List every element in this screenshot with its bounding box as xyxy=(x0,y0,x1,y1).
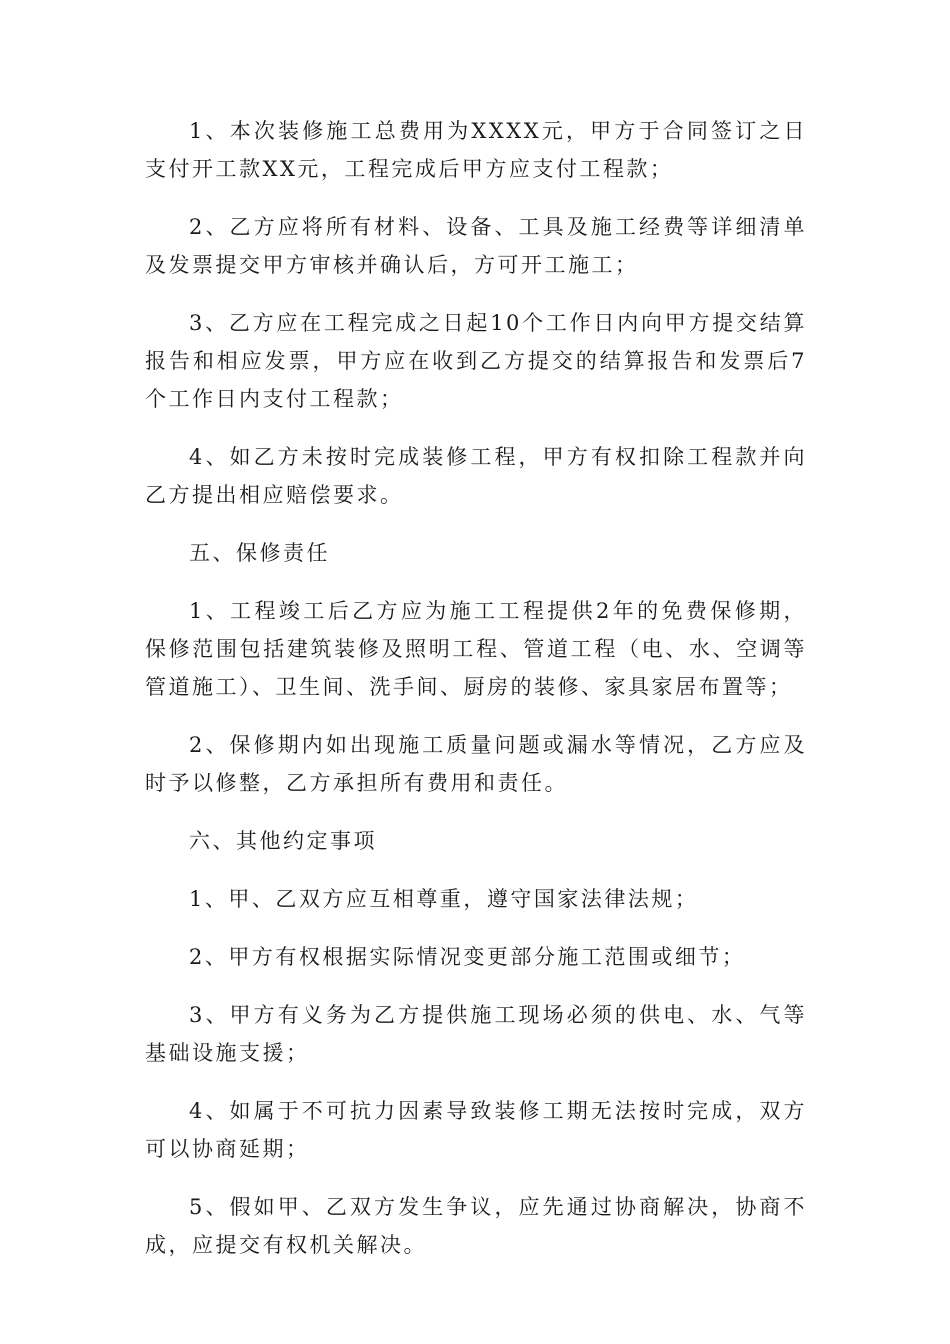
payment-clause-4: 4、如乙方未按时完成装修工程，甲方有权扣除工程款并向乙方提出相应赔偿要求。 xyxy=(145,445,807,507)
other-clause-5: 5、假如甲、乙双方发生争议，应先通过协商解决，协商不成，应提交有权机关解决。 xyxy=(145,1195,807,1257)
warranty-clause-1: 1、工程竣工后乙方应为施工工程提供2年的免费保修期，保修范围包括建筑装修及照明工程、管道工程（电、水、空调等管道施工）、卫生间、洗手间、厨房的装修、家具家居布置等； xyxy=(145,599,807,699)
document-body xyxy=(145,112,807,1284)
section-heading-warranty: 五、保修责任 xyxy=(189,541,330,565)
other-clause-4: 4、如属于不可抗力因素导致装修工期无法按时完成，双方可以协商延期； xyxy=(145,1099,807,1161)
payment-clause-3: 3、乙方应在工程完成之日起10个工作日内向甲方提交结算报告和相应发票，甲方应在收到乙方提交的结算报告和发票后7个工作日内支付工程款； xyxy=(145,311,807,411)
payment-clause-2: 2、乙方应将所有材料、设备、工具及施工经费等详细清单及发票提交甲方审核并确认后，方可开工施工； xyxy=(145,215,807,277)
payment-clause-1: 1、本次装修施工总费用为XXXX元，甲方于合同签订之日支付开工款XX元，工程完成后甲方应支付工程款； xyxy=(145,119,807,181)
section-heading-other-terms: 六、其他约定事项 xyxy=(189,829,377,853)
other-clause-3: 3、甲方有义务为乙方提供施工现场必须的供电、水、气等基础设施支援； xyxy=(145,1003,807,1065)
other-clause-2: 2、甲方有权根据实际情况变更部分施工范围或细节； xyxy=(189,945,746,969)
warranty-clause-2: 2、保修期内如出现施工质量问题或漏水等情况，乙方应及时予以修整，乙方承担所有费用和责任。 xyxy=(145,733,807,795)
other-clause-1: 1、甲、乙双方应互相尊重，遵守国家法律法规； xyxy=(189,887,699,911)
